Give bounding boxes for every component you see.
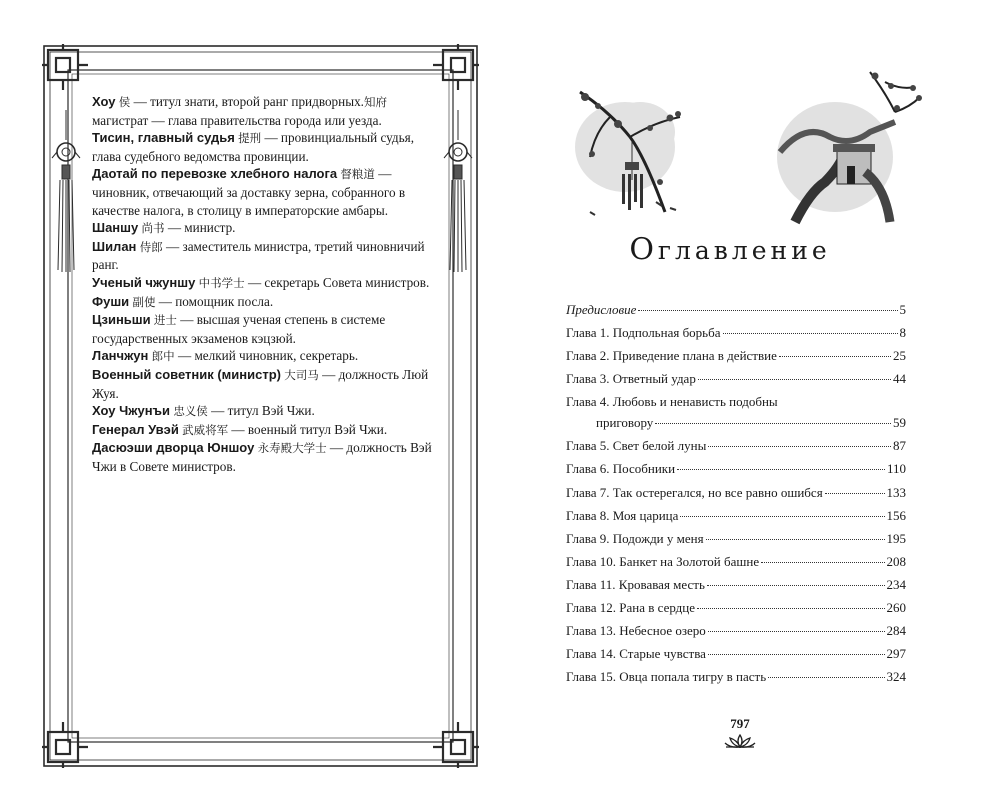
glossary-hanzi: 侯 [118,95,131,109]
glossary-hanzi: 尚书 [141,221,165,236]
toc-entry-label: Глава 4. Любовь и ненависть подобны [566,394,778,410]
glossary-definition: магистрат — глава правительства города или уезда. [92,112,382,128]
glossary-term: Военный советник (министр) [92,366,281,382]
dot-leader [706,539,885,540]
dot-leader [655,423,891,424]
glossary-entry [92,421,437,440]
dot-leader [677,469,885,470]
glossary-hanzi: 进士 [153,313,177,328]
toc-entry-label: Предисловие [566,302,637,317]
glossary-hanzi: 督粮道 [340,167,375,182]
dot-leader [708,654,885,655]
glossary-entry [92,347,437,366]
toc-entry[interactable] [566,531,906,554]
glossary-term: Генерал Увэй [92,421,179,437]
toc-entry-page: 195 [886,530,906,546]
dot-leader [708,631,885,632]
toc-entry-label: Глава 14. Старые чувства [566,646,706,662]
glossary-definition: — министр. [164,220,236,236]
toc-entry[interactable] [566,461,906,484]
dot-leader [638,310,897,311]
glossary-definition: — титул Вэй Чжи. [207,403,315,419]
toc-entry-label: Глава 6. Пособники [566,461,676,477]
toc-entry[interactable] [566,485,906,508]
glossary-hanzi: 侍郎 [139,239,163,254]
toc-entry-page: 133 [886,484,906,500]
toc-entry[interactable] [566,623,906,646]
toc-entry[interactable] [566,371,906,394]
toc-entry-label: Глава 13. Небесное озеро [566,623,706,639]
toc-entry[interactable] [566,669,906,692]
toc-entry-page: 87 [893,438,906,454]
toc-entry-label: Глава 10. Банкет на Золотой башне [566,553,760,569]
glossary-term: Шилан [92,238,137,254]
glossary-definition: — должность Люй Жуя. [92,366,429,401]
tassel-left [52,110,80,272]
toc-entry-page: 156 [886,507,906,523]
dot-leader [698,379,891,380]
dot-leader [779,356,891,357]
glossary-term: Шаншу [92,220,139,236]
dot-leader [723,333,898,334]
glossary-definition: — помощник посла. [155,293,274,309]
glossary-entry [92,402,437,421]
toc-entry-page: 59 [893,415,906,431]
glossary-term: Дасюэши дворца Юншоу [92,440,255,456]
toc-entry-page: 44 [893,371,906,387]
toc-entry-label: Глава 11. Кровавая месть [566,576,705,592]
toc-entry[interactable] [566,577,906,600]
glossary-term: Ученый чжуншу [92,274,196,290]
dot-leader [768,677,884,678]
toc-entry[interactable] [566,394,906,438]
glossary-hanzi: 知府 [363,95,387,109]
glossary-term: Хоу [92,94,116,109]
toc-entry-page: 110 [886,461,906,477]
toc-entry-page: 297 [886,646,906,662]
toc-entry-page: 208 [886,553,906,569]
toc-entry[interactable] [566,646,906,669]
toc-entry-page: 25 [893,348,906,364]
toc-entry-page: 260 [886,600,906,616]
toc-entry-label: Глава 5. Свет белой луны [566,438,707,454]
glossary-entry [92,93,437,129]
toc-entry[interactable] [566,302,906,325]
toc-title: Оглавление [629,232,831,267]
toc-entry[interactable] [566,508,906,531]
dot-leader [708,446,891,447]
toc-entry-page: 324 [886,669,906,685]
glossary-entry [92,366,437,402]
glossary-entry [92,274,437,293]
glossary-term: Тисин, главный судья [92,130,235,146]
dot-leader [825,493,885,494]
lotus-icon [724,733,756,749]
toc-entry[interactable] [566,600,906,623]
dot-leader [697,608,884,609]
toc-entry-label: приговору [596,415,654,431]
glossary-term: Ланчжун [92,348,149,364]
toc-entry-label: Глава 1. Подпольная борьба [566,325,721,341]
glossary-definition: — заместитель министра, третий чиновничий ранг. [92,238,425,273]
dot-leader [680,516,884,517]
table-of-contents [566,302,906,692]
glossary-term: Цзиньши [92,312,151,328]
glossary-hanzi: 武威将军 [182,422,229,437]
toc-entry-label: Глава 12. Рана в сердце [566,600,696,616]
toc-entry-label: Глава 3. Ответный удар [566,371,696,387]
glossary-hanzi: 郎中 [151,349,175,364]
toc-entry[interactable] [566,348,906,371]
glossary [92,93,437,475]
great-wall-illustration [775,62,925,227]
dot-leader [707,585,885,586]
glossary-entry [92,219,437,238]
glossary-term: Фуши [92,293,130,309]
toc-entry-label: Глава 15. Овца попала тигру в пасть [566,669,767,685]
glossary-entry [92,165,437,219]
glossary-entry [92,311,437,347]
glossary-hanzi: 中书学士 [198,275,245,290]
glossary-entry [92,439,437,475]
glossary-definition: — провинциальный судья, глава судебного ведомства провинции. [92,130,414,164]
glossary-hanzi: 永寿殿大学士 [257,441,327,456]
glossary-term: Хоу Чжунъи [92,403,171,419]
corner-knot-top-left [42,44,88,90]
glossary-definition: — чиновник, отвечающий за доставку зерна, собранного в качестве налога, в столицу в императорские амбары. [92,166,406,218]
glossary-definition: — высшая ученая степень в системе государственных экзаменов кэцзюй. [92,312,386,346]
toc-entry-label: Глава 9. Подожди у меня [566,530,704,546]
toc-entry[interactable] [566,554,906,577]
glossary-definition: — секретарь Совета министров. [244,274,430,290]
glossary-term: Даотай по перевозке хлебного налога [92,166,338,182]
glossary-hanzi: 副使 [132,294,156,309]
tassel-right [444,110,472,272]
glossary-entry [92,129,437,165]
glossary-definition: — военный титул Вэй Чжи. [228,421,388,437]
blossom-windchime-illustration [570,62,710,222]
toc-entry-label: Глава 7. Так остерегался, но все равно ошибся [566,484,823,500]
page-number: 797 [730,716,750,731]
glossary-hanzi: 提刑 [238,131,262,146]
toc-entry-page: 5 [899,302,906,317]
toc-entry-page: 234 [886,576,906,592]
glossary-hanzi: 忠义侯 [173,404,208,419]
toc-entry[interactable] [566,438,906,461]
glossary-definition: — титул знати, второй ранг придворных. [130,94,364,109]
glossary-hanzi: 大司马 [284,367,319,382]
toc-entry-page: 284 [886,623,906,639]
toc-entry[interactable] [566,325,906,348]
glossary-entry [92,293,437,312]
glossary-definition: — должность Вэй Чжи в Совете министров. [92,440,432,474]
toc-entry-label: Глава 2. Приведение плана в действие [566,348,777,364]
toc-entry-page: 8 [899,325,906,341]
glossary-entry [92,238,437,274]
dot-leader [761,562,884,563]
toc-entry-label: Глава 8. Моя царица [566,507,679,523]
glossary-definition: — мелкий чиновник, секретарь. [174,348,359,364]
